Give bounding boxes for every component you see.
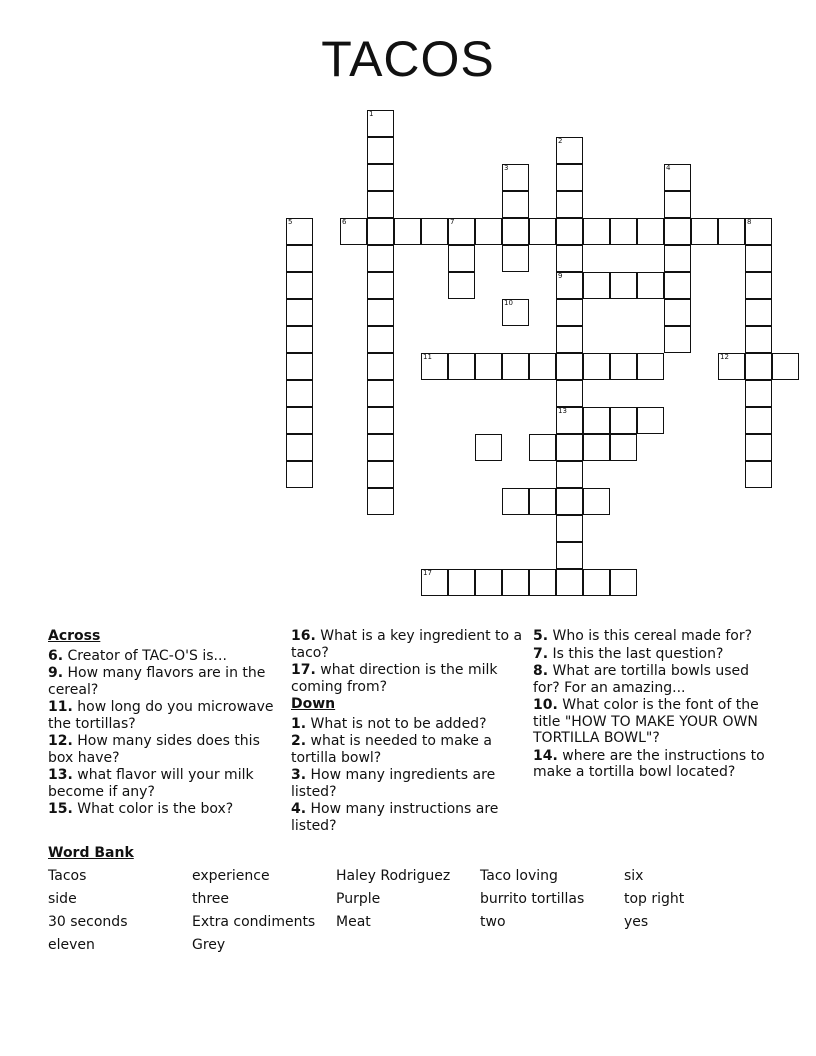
clue-down-2 [291, 733, 526, 766]
clue-text: where are the instructions to make a tortilla bowl located? [533, 747, 765, 780]
grid-cell[interactable] [610, 218, 637, 245]
grid-cell[interactable] [475, 218, 502, 245]
clue-across-17 [291, 662, 526, 695]
grid-cell[interactable] [502, 245, 529, 272]
clue-text: how long do you microwave the tortillas? [48, 699, 274, 732]
grid-cell[interactable] [529, 353, 556, 380]
clue-number: 13. [48, 767, 73, 783]
grid-cell-number: 7 [450, 218, 455, 226]
grid-cell[interactable] [556, 515, 583, 542]
clue-text: What is a key ingredient to a taco? [291, 628, 523, 661]
grid-cell-number: 8 [747, 218, 752, 226]
grid-cell[interactable] [394, 218, 421, 245]
word-bank-item: eleven [48, 937, 95, 953]
grid-cell[interactable] [367, 272, 394, 299]
grid-cell[interactable] [745, 299, 772, 326]
clue-number: 10. [533, 697, 558, 713]
grid-cell-number: 13 [558, 407, 567, 415]
grid-cell[interactable] [556, 569, 583, 596]
grid-cell[interactable] [637, 218, 664, 245]
grid-cell[interactable] [745, 326, 772, 353]
clue-column-2 [291, 628, 526, 835]
grid-cell[interactable] [448, 218, 475, 245]
grid-cell[interactable] [367, 353, 394, 380]
grid-cell[interactable] [664, 218, 691, 245]
grid-cell[interactable] [637, 272, 664, 299]
grid-cell[interactable] [556, 299, 583, 326]
clue-across-11 [48, 699, 283, 732]
clue-text: what is needed to make a tortilla bowl? [291, 733, 492, 766]
grid-cell[interactable] [745, 407, 772, 434]
grid-cell[interactable] [286, 326, 313, 353]
grid-cell[interactable] [664, 245, 691, 272]
word-bank-item: two [480, 914, 506, 930]
grid-cell-number: 10 [504, 299, 513, 307]
grid-cell[interactable] [367, 407, 394, 434]
grid-cell[interactable] [367, 164, 394, 191]
clue-number: 1. [291, 715, 307, 732]
grid-cell[interactable] [367, 326, 394, 353]
grid-cell[interactable] [556, 353, 583, 380]
grid-cell[interactable] [718, 353, 745, 380]
clue-down-10 [533, 697, 768, 747]
grid-cell[interactable] [502, 488, 529, 515]
grid-cell[interactable] [421, 353, 448, 380]
grid-cell[interactable] [745, 380, 772, 407]
clue-number: 6. [48, 647, 64, 664]
grid-cell[interactable] [367, 299, 394, 326]
grid-cell[interactable] [556, 461, 583, 488]
word-bank-item: Tacos [48, 868, 87, 884]
clue-number: 2. [291, 733, 307, 749]
word-bank-item: side [48, 891, 77, 907]
across-heading: Across [48, 628, 101, 644]
grid-cell[interactable] [556, 245, 583, 272]
grid-cell-number: 11 [423, 353, 432, 361]
clue-text: what direction is the milk coming from? [291, 662, 498, 695]
word-bank-item: top right [624, 891, 685, 907]
clue-text: What color is the box? [77, 801, 234, 817]
word-bank-item: three [192, 891, 230, 907]
clue-down-3 [291, 767, 526, 800]
clue-number: 15. [48, 801, 73, 817]
grid-cell[interactable] [556, 191, 583, 218]
grid-cell[interactable] [448, 272, 475, 299]
grid-cell[interactable] [556, 218, 583, 245]
clue-number: 16. [291, 628, 316, 644]
grid-cell[interactable] [583, 272, 610, 299]
word-bank [48, 867, 768, 955]
clue-across-16 [291, 628, 526, 661]
grid-cell[interactable] [637, 353, 664, 380]
grid-cell[interactable] [583, 434, 610, 461]
grid-cell[interactable] [583, 353, 610, 380]
grid-cell[interactable] [556, 380, 583, 407]
clue-number: 9. [48, 665, 64, 681]
clue-text: How many sides does this box have? [48, 733, 260, 766]
clue-down-5 [533, 628, 768, 645]
clue-text: How many instructions are listed? [291, 801, 499, 834]
word-bank-item: burrito tortillas [480, 891, 585, 907]
grid-cell[interactable] [502, 299, 529, 326]
grid-cell[interactable] [745, 218, 772, 245]
grid-cell[interactable] [664, 164, 691, 191]
clue-number: 14. [533, 747, 558, 764]
grid-cell[interactable] [556, 434, 583, 461]
grid-cell[interactable] [583, 218, 610, 245]
clue-number: 5. [533, 628, 549, 644]
grid-cell[interactable] [286, 461, 313, 488]
word-bank-item: Purple [336, 891, 381, 907]
clue-across-13 [48, 767, 283, 800]
grid-cell[interactable] [367, 434, 394, 461]
grid-cell[interactable] [448, 569, 475, 596]
clue-down-1 [291, 716, 526, 733]
word-bank-item: yes [624, 914, 649, 930]
grid-cell[interactable] [583, 488, 610, 515]
grid-cell[interactable] [583, 569, 610, 596]
grid-cell-number: 12 [720, 353, 729, 361]
word-bank-item: 30 seconds [48, 914, 128, 930]
clue-number: 12. [48, 733, 73, 749]
grid-cell[interactable] [664, 272, 691, 299]
grid-cell-number: 1 [369, 110, 374, 118]
clue-text: What are tortilla bowls used for? For an amazing... [533, 663, 750, 696]
grid-cell[interactable] [367, 461, 394, 488]
grid-cell[interactable] [745, 461, 772, 488]
grid-cell[interactable] [610, 569, 637, 596]
grid-cell[interactable] [367, 191, 394, 218]
clue-text: what flavor will your milk become if any? [48, 767, 254, 800]
grid-cell[interactable] [421, 218, 448, 245]
grid-cell[interactable] [556, 326, 583, 353]
grid-cell[interactable] [286, 299, 313, 326]
grid-cell[interactable] [367, 218, 394, 245]
grid-cell[interactable] [745, 353, 772, 380]
grid-cell[interactable] [502, 164, 529, 191]
grid-cell-number: 17 [423, 569, 432, 577]
clue-number: 17. [291, 662, 316, 678]
grid-cell[interactable] [421, 569, 448, 596]
clue-column-3 [533, 628, 768, 782]
clue-text: What is not to be added? [310, 715, 487, 732]
clue-number: 3. [291, 767, 307, 783]
grid-cell-number: 3 [504, 164, 509, 172]
grid-cell[interactable] [529, 218, 556, 245]
word-bank-item: Extra condiments [192, 914, 316, 930]
grid-cell[interactable] [286, 218, 313, 245]
grid-cell[interactable] [664, 299, 691, 326]
word-bank-heading: Word Bank [48, 845, 134, 861]
grid-cell-number: 9 [558, 272, 563, 280]
grid-cell-number: 6 [342, 218, 347, 226]
clue-text: Creator of TAC-O'S is... [67, 647, 227, 664]
grid-cell[interactable] [556, 164, 583, 191]
clue-across-15 [48, 801, 283, 818]
grid-cell[interactable] [502, 218, 529, 245]
word-bank-item: Grey [192, 937, 226, 953]
clue-number: 4. [291, 801, 307, 817]
grid-cell[interactable] [745, 272, 772, 299]
grid-cell[interactable] [286, 407, 313, 434]
grid-cell[interactable] [475, 569, 502, 596]
grid-cell[interactable] [718, 218, 745, 245]
grid-cell[interactable] [367, 245, 394, 272]
grid-cell[interactable] [367, 110, 394, 137]
grid-cell[interactable] [529, 569, 556, 596]
grid-cell[interactable] [583, 407, 610, 434]
grid-cell-number: 4 [666, 164, 671, 172]
grid-cell[interactable] [556, 542, 583, 569]
clue-number: 8. [533, 663, 549, 679]
clue-text: Who is this cereal made for? [552, 628, 753, 644]
grid-cell[interactable] [367, 380, 394, 407]
grid-cell[interactable] [529, 434, 556, 461]
grid-cell[interactable] [475, 353, 502, 380]
grid-cell[interactable] [610, 353, 637, 380]
grid-cell[interactable] [610, 407, 637, 434]
clue-text: How many ingredients are listed? [291, 767, 496, 800]
clue-down-8 [533, 663, 768, 696]
clue-text: Is this the last question? [552, 645, 724, 662]
grid-cell[interactable] [610, 434, 637, 461]
grid-cell[interactable] [367, 137, 394, 164]
grid-cell[interactable] [448, 245, 475, 272]
down-heading: Down [291, 696, 336, 712]
clue-down-4 [291, 801, 526, 834]
grid-cell[interactable] [745, 245, 772, 272]
grid-cell-number: 5 [288, 218, 293, 226]
grid-cell[interactable] [556, 272, 583, 299]
word-bank-item: six [624, 868, 644, 884]
grid-cell[interactable] [745, 434, 772, 461]
grid-cell[interactable] [286, 380, 313, 407]
grid-cell[interactable] [664, 191, 691, 218]
word-bank-item: experience [192, 868, 270, 884]
grid-cell[interactable] [556, 137, 583, 164]
word-bank-item: Taco loving [480, 868, 558, 884]
grid-cell[interactable] [610, 272, 637, 299]
grid-cell[interactable] [475, 434, 502, 461]
grid-cell[interactable] [286, 272, 313, 299]
grid-cell-number: 2 [558, 137, 563, 145]
clue-down-14 [533, 748, 768, 781]
grid-cell[interactable] [502, 353, 529, 380]
grid-cell[interactable] [502, 569, 529, 596]
grid-cell[interactable] [286, 353, 313, 380]
word-bank-item: Haley Rodriguez [336, 868, 451, 884]
clue-text: What color is the font of the title "HOW TO MAKE YOUR OWN TORTILLA BOWL"? [533, 697, 759, 746]
clue-column-1 [48, 628, 283, 819]
grid-cell[interactable] [529, 488, 556, 515]
clue-across-6 [48, 648, 283, 665]
grid-cell[interactable] [772, 353, 799, 380]
clue-down-7 [533, 646, 768, 663]
clue-number: 7. [533, 645, 549, 662]
grid-cell[interactable] [556, 407, 583, 434]
grid-cell[interactable] [664, 326, 691, 353]
clue-text: How many flavors are in the cereal? [48, 665, 266, 698]
clue-number: 11. [48, 699, 73, 715]
grid-cell[interactable] [367, 488, 394, 515]
grid-cell[interactable] [286, 434, 313, 461]
grid-cell[interactable] [691, 218, 718, 245]
grid-cell[interactable] [502, 191, 529, 218]
grid-cell[interactable] [286, 245, 313, 272]
grid-cell[interactable] [637, 407, 664, 434]
grid-cell[interactable] [556, 488, 583, 515]
clue-across-12 [48, 733, 283, 766]
puzzle-title: TACOS [321, 31, 495, 87]
word-bank-item: Meat [336, 914, 371, 930]
clue-across-9 [48, 665, 283, 698]
grid-cell[interactable] [340, 218, 367, 245]
grid-cell[interactable] [448, 353, 475, 380]
